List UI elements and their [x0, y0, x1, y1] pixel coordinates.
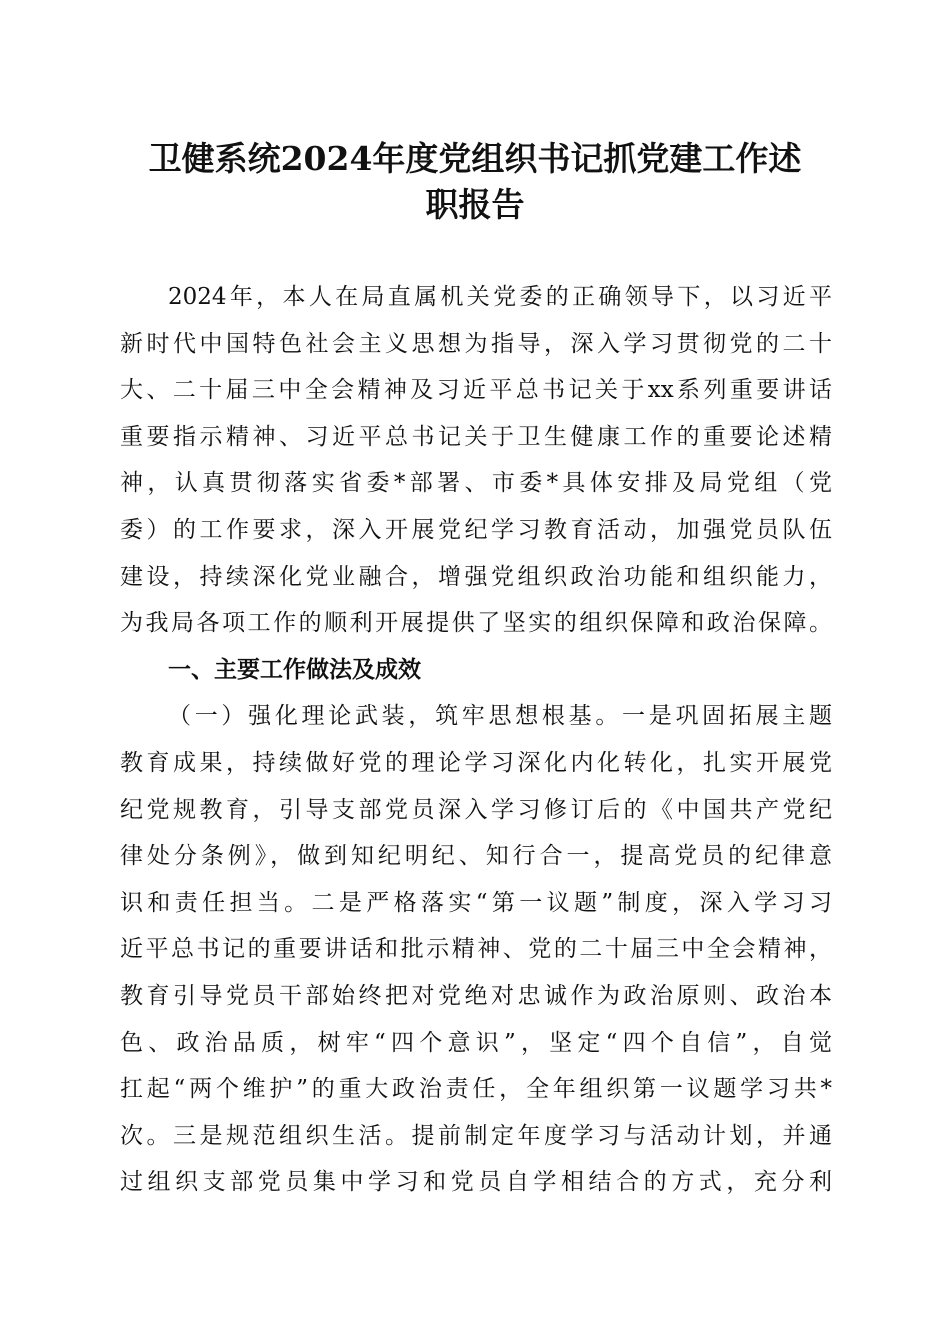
text-line: 律处分条例》，做到知纪明纪、知行合一，提高党员的纪律意: [120, 843, 832, 870]
text-line: 教育引导党员干部始终把对党绝对忠诚作为政治原则、政治本: [120, 982, 832, 1009]
text-line: 纪党规教育，引导支部党员深入学习修订后的《中国共产党纪: [120, 796, 832, 823]
text-line: 建设，持续深化党业融合，增强党组织政治功能和组织能力，: [120, 563, 832, 590]
text-line: 2024年，本人在局直属机关党委的正确领导下，以习近平: [168, 284, 832, 310]
text-line: （一）强化理论武装，筑牢思想根基。一是巩固拓展主题: [168, 703, 832, 730]
text-line: 神，认真贯彻落实省委*部署、市委*具体安排及局党组（党: [120, 470, 832, 497]
document-body: [120, 274, 832, 1206]
text-line: 过组织支部党员集中学习和党员自学相结合的方式，充分利: [120, 1169, 832, 1196]
text-line: 次。三是规范组织生活。提前制定年度学习与活动计划，并通: [120, 1122, 832, 1149]
text-line: 大、二十届三中全会精神及习近平总书记关于xx系列重要讲话: [120, 377, 832, 404]
text-line: 重要指示精神、习近平总书记关于卫生健康工作的重要论述精: [120, 423, 832, 450]
section-heading: 一、主要工作做法及成效: [168, 655, 421, 683]
document-title: [110, 136, 840, 228]
text-line: 扛起“两个维护”的重大政治责任，全年组织第一议题学习共*: [120, 1076, 832, 1103]
text-line: 为我局各项工作的顺利开展提供了坚实的组织保障和政治保障。: [120, 610, 832, 637]
title-line-1: 卫健系统2024年度党组织书记抓党建工作述: [148, 139, 802, 178]
text-line: 近平总书记的重要讲话和批示精神、党的二十届三中全会精神，: [120, 936, 832, 963]
text-line: 识和责任担当。二是严格落实“第一议题”制度，深入学习习: [120, 889, 832, 916]
text-line: 委）的工作要求，深入开展党纪学习教育活动，加强党员队伍: [120, 516, 832, 543]
text-line: 色、政治品质，树牢“四个意识”，坚定“四个自信”，自觉: [120, 1029, 832, 1056]
title-line-2: 职报告: [425, 185, 525, 224]
text-line: 新时代中国特色社会主义思想为指导，深入学习贯彻党的二十: [120, 330, 832, 357]
text-line: 教育成果，持续做好党的理论学习深化内化转化，扎实开展党: [120, 749, 832, 776]
